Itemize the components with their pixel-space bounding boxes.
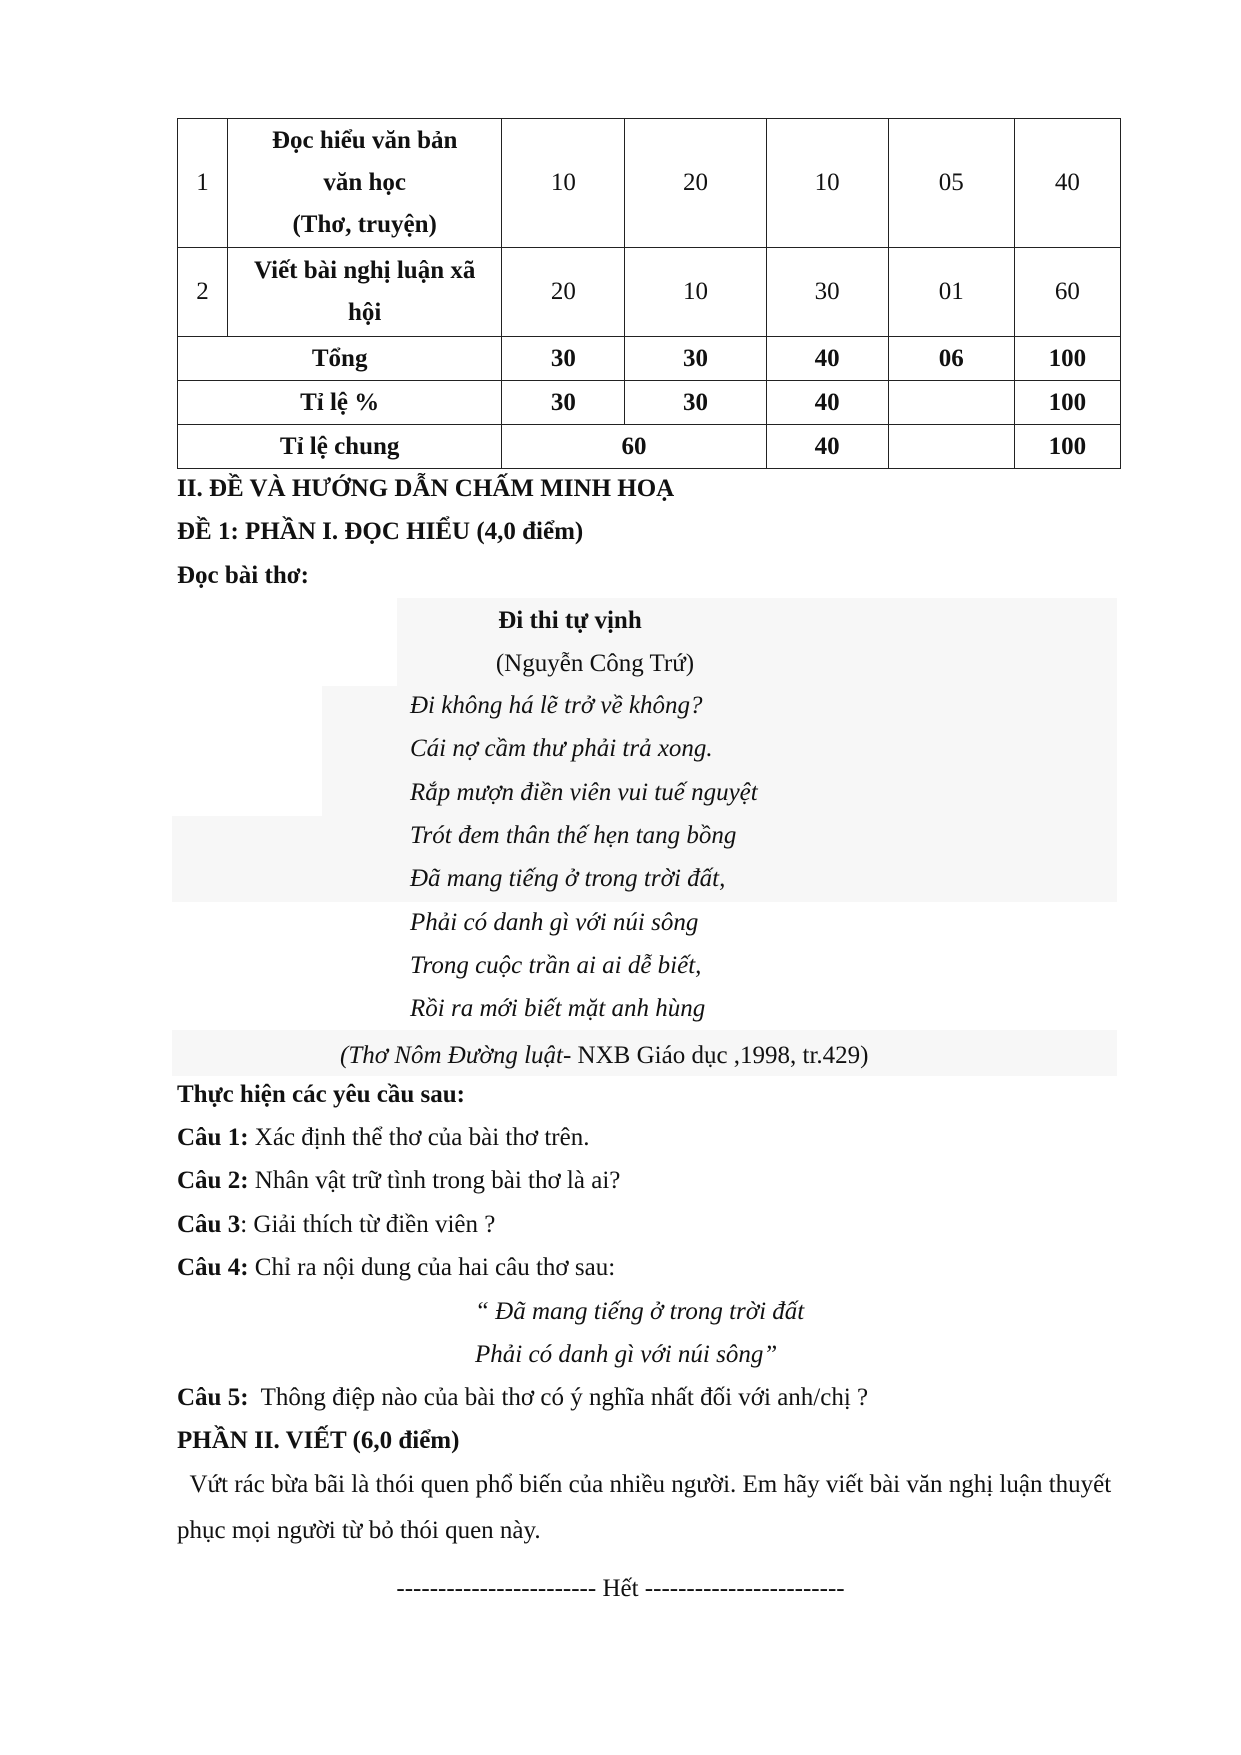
source-title: (Thơ Nôm Đường luật: [340, 1042, 563, 1069]
question-label: Câu 5:: [177, 1384, 249, 1411]
content-cell: [228, 119, 502, 248]
poem-line: Trong cuộc trần ai ai dễ biết,: [410, 952, 702, 979]
poem-line: Rắp mượn điền viên vui tuế nguyệt: [410, 779, 758, 806]
total-label: Tổng: [178, 337, 502, 381]
overall-percent-label: Tỉ lệ chung: [178, 425, 502, 469]
content-line: Đọc hiểu văn bản: [271, 127, 458, 154]
tasks-heading: Thực hiện các yêu cầu sau:: [177, 1081, 465, 1108]
value-cell: 20: [502, 248, 625, 337]
question-1: [177, 1123, 589, 1153]
value-cell: 30: [502, 381, 625, 425]
value-cell: 40: [766, 425, 888, 469]
percent-label: Tỉ lệ %: [178, 381, 502, 425]
question-4: [177, 1253, 615, 1283]
question-3: [177, 1210, 495, 1240]
poem-source: [340, 1040, 869, 1072]
stt-cell: 2: [178, 248, 228, 337]
content-line: hội: [348, 299, 382, 326]
value-cell: [888, 381, 1014, 425]
question-2: [177, 1166, 620, 1196]
content-line: văn học: [323, 169, 407, 196]
poem-line: Rồi ra mới biết mặt anh hùng: [410, 995, 706, 1022]
quote-line: Phải có danh gì với núi sông”: [475, 1341, 778, 1368]
value-cell: 40: [766, 337, 888, 381]
value-cell: 10: [766, 119, 888, 248]
value-cell: 60: [1014, 248, 1120, 337]
end-marker: ------------------------ Hết ------------------------: [396, 1575, 845, 1602]
value-cell: 100: [1014, 337, 1120, 381]
question-5: [177, 1383, 868, 1413]
value-cell: 20: [625, 119, 766, 248]
question-text: Xác định thể thơ của bài thơ trên.: [248, 1124, 590, 1151]
quote-line: “ Đã mang tiếng ở trong trời đất: [475, 1298, 805, 1325]
table-row: [178, 119, 1121, 248]
value-cell: 30: [625, 337, 766, 381]
poem-line: Cái nợ cầm thư phải trả xong.: [410, 735, 713, 762]
writing-prompt: Vứt rác bừa bãi là thói quen phổ biến của nhiều người. Em hãy viết bài văn nghị luận thuyết phục mọi người từ bỏ thói quen này.: [177, 1471, 1118, 1544]
overall-percent-row: [178, 425, 1121, 469]
question-text: Chỉ ra nội dung của hai câu thơ sau:: [248, 1254, 616, 1281]
question-label: Câu 4:: [177, 1254, 249, 1281]
value-cell: 100: [1014, 381, 1120, 425]
section-heading: II. ĐỀ VÀ HƯỚNG DẪN CHẤM MINH HOẠ: [177, 475, 675, 502]
poem-line: Phải có danh gì với núi sông: [410, 909, 699, 936]
assessment-matrix-table: [177, 118, 1121, 469]
value-cell: 10: [625, 248, 766, 337]
question-text: Nhân vật trữ tình trong bài thơ là ai?: [248, 1167, 621, 1194]
value-cell: 30: [625, 381, 766, 425]
content-line: (Thơ, truyện): [292, 211, 437, 238]
source-publisher: - NXB Giáo dục ,1998, tr.429): [562, 1042, 869, 1069]
total-row: [178, 337, 1121, 381]
read-prompt: Đọc bài thơ:: [177, 562, 309, 589]
value-cell: 40: [1014, 119, 1120, 248]
value-cell: 05: [888, 119, 1014, 248]
value-cell: 06: [888, 337, 1014, 381]
poem-author: (Nguyễn Công Trứ): [495, 650, 695, 677]
table-row: [178, 248, 1121, 337]
poem-line: Đi không há lẽ trở về không?: [410, 692, 703, 719]
poem-line: Đã mang tiếng ở trong trời đất,: [410, 865, 726, 892]
percent-row: [178, 381, 1121, 425]
part2-heading: PHẦN II. VIẾT (6,0 điểm): [177, 1427, 460, 1454]
value-cell: 10: [502, 119, 625, 248]
poem-title: Đi thi tự vịnh: [498, 607, 642, 634]
question-text: Thông điệp nào của bài thơ có ý nghĩa nhất đối với anh/chị ?: [248, 1384, 869, 1411]
question-text: : Giải thích từ điền viên ?: [240, 1211, 496, 1238]
value-cell: 60: [502, 425, 766, 469]
content-cell: [228, 248, 502, 337]
value-cell: 40: [766, 381, 888, 425]
content-line: Viết bài nghị luận xã: [254, 257, 476, 284]
part1-heading: ĐỀ 1: PHẦN I. ĐỌC HIỂU (4,0 điểm): [177, 518, 584, 545]
question-label: Câu 1:: [177, 1124, 249, 1151]
value-cell: [888, 425, 1014, 469]
value-cell: 30: [502, 337, 625, 381]
value-cell: 100: [1014, 425, 1120, 469]
stt-cell: 1: [178, 119, 228, 248]
value-cell: 01: [888, 248, 1014, 337]
value-cell: 30: [766, 248, 888, 337]
poem-line: Trót đem thân thế hẹn tang bồng: [410, 822, 737, 849]
question-label: Câu 2:: [177, 1167, 249, 1194]
question-label: Câu 3: [177, 1211, 241, 1238]
